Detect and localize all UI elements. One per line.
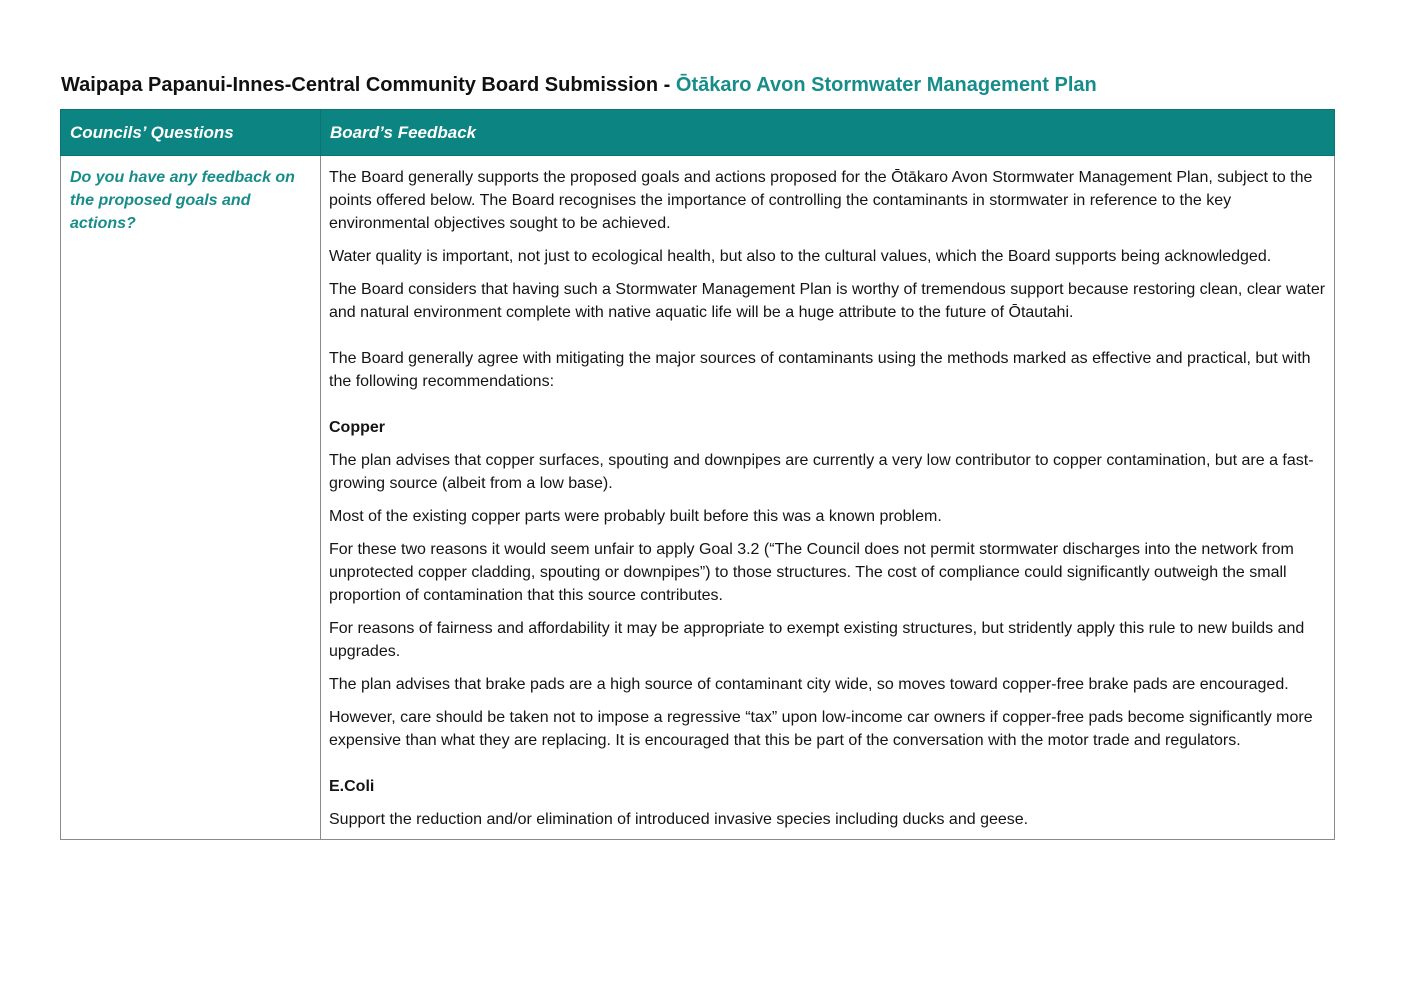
feedback-paragraph: The plan advises that copper surfaces, spouting and downpipes are currently a very low contributor to copper contamination, but are a fast-growing source (albeit from a low base). — [329, 452, 1314, 492]
header-questions: Councils’ Questions — [61, 110, 321, 156]
title-accent: Ōtākaro Avon Stormwater Management Plan — [675, 74, 1097, 96]
feedback-paragraph: The Board generally agree with mitigating the major sources of contaminants using the methods marked as effective and practical, but with the following recommendations: — [329, 350, 1311, 390]
table-header-row — [61, 110, 1335, 156]
question-cell: Do you have any feedback on the proposed goals and actions? — [61, 156, 321, 840]
feedback-paragraph: For reasons of fairness and affordability it may be appropriate to exempt existing structures, but stridently apply this rule to new builds and upgrades. — [329, 620, 1305, 660]
feedback-paragraph: Water quality is important, not just to ecological health, but also to the cultural values, which the Board supports being acknowledged. — [329, 248, 1272, 265]
feedback-paragraph: Support the reduction and/or elimination of introduced invasive species including ducks and geese. — [329, 811, 1029, 828]
title-main: Waipapa Papanui-Innes-Central Community Board Submission - — [61, 74, 676, 96]
feedback-paragraph: However, care should be taken not to impose a regressive “tax” upon low-income car owners if copper-free pads become significantly more expensive than what they are replacing. It is encouraged that this be part of the conversation with the motor trade and regulators. — [329, 709, 1313, 749]
feedback-paragraph: Most of the existing copper parts were probably built before this was a known problem. — [329, 508, 942, 525]
feedback-paragraph: The Board considers that having such a Stormwater Management Plan is worthy of tremendous support because restoring clean, clear water and natural environment complete with native aquatic life will be a huge attribute to the future of Ōtautahi. — [329, 281, 1326, 321]
page-title — [61, 70, 1341, 100]
header-feedback: Board’s Feedback — [321, 110, 1335, 156]
table-row — [61, 156, 1335, 840]
submission-table — [60, 109, 1335, 840]
feedback-paragraph: The plan advises that brake pads are a high source of contaminant city wide, so moves toward copper-free brake pads are encouraged. — [329, 676, 1289, 693]
section-heading-ecoli: E.Coli — [329, 778, 375, 795]
feedback-cell — [321, 156, 1335, 840]
feedback-paragraph: The Board generally supports the proposed goals and actions proposed for the Ōtākaro Avon Stormwater Management Plan, subject to the points offered below. The Board recognises the importance of controlling the contaminants in stormwater in reference to the key environmental objectives sought to be achieved. — [329, 169, 1313, 232]
feedback-paragraph: For these two reasons it would seem unfair to apply Goal 3.2 (“The Council does not permit stormwater discharges into the network from unprotected copper cladding, spouting or downpipes”) to those structures. The cost of compliance could significantly outweigh the small proportion of contamination that this source contributes. — [329, 541, 1294, 604]
section-heading-copper: Copper — [329, 419, 385, 436]
